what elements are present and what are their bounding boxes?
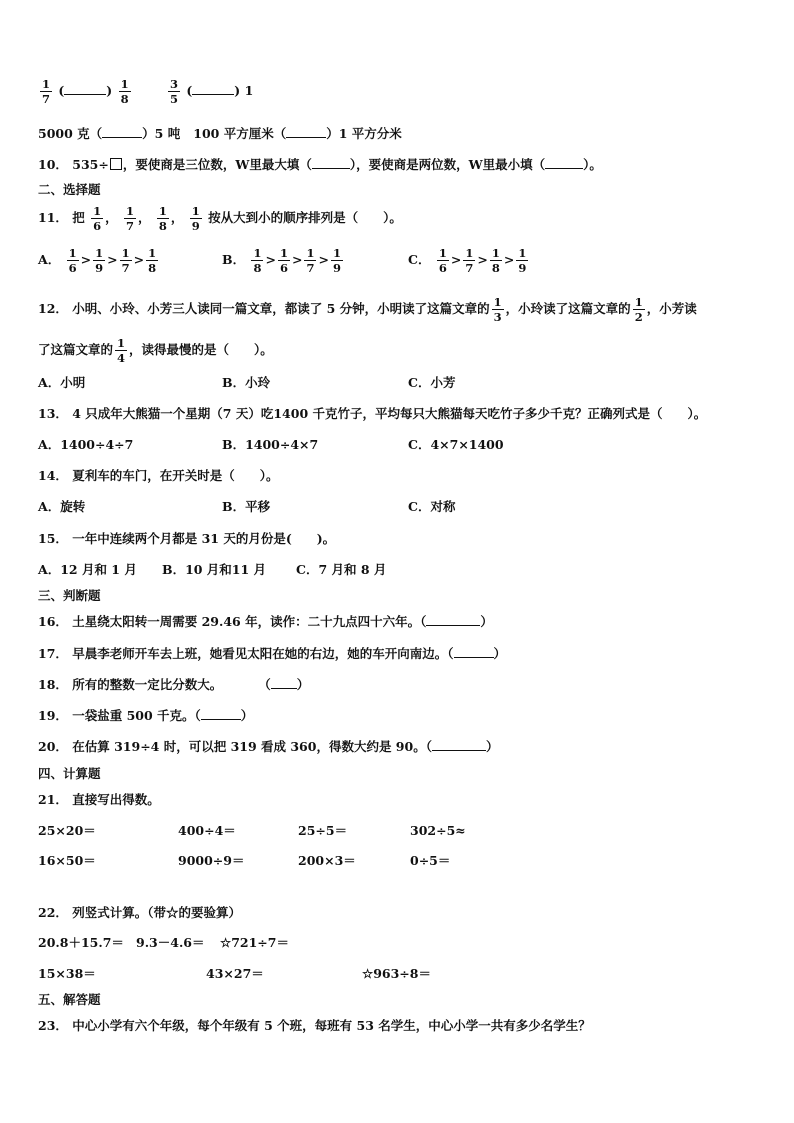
question-17: 17． 早晨李老师开车去上班，她看见太阳在她的右边，她的车开向南边。（ ） <box>38 646 507 661</box>
section-heading: 四、计算题 <box>38 766 101 781</box>
calc-item: 9.3－4.6＝ <box>136 935 205 950</box>
q12-option-b[interactable]: B．小玲 <box>222 375 271 390</box>
section-heading: 五、解答题 <box>38 992 101 1007</box>
section-heading: 二、选择题 <box>38 182 101 197</box>
q11-option-b[interactable]: B． $\frac{1}{8}$ > $\frac{1}{6}$ > $\frac{1}{7}$ > $\frac{1}{9}$ <box>222 246 341 275</box>
q13-option-c[interactable]: C．4×7×1400 <box>408 437 504 452</box>
answer-blank[interactable] <box>454 646 494 658</box>
question-22: 22． 列竖式计算。（带☆的要验算） <box>38 905 241 920</box>
answer-blank[interactable] <box>201 708 241 720</box>
answer-blank[interactable] <box>102 126 142 138</box>
answer-blank[interactable] <box>432 739 486 751</box>
question-14: 14． 夏利车的车门，在开关时是（ ）。 <box>38 468 279 483</box>
calc-item: ☆721÷7＝ <box>220 935 289 950</box>
q14-option-a[interactable]: A．旋转 <box>38 499 86 514</box>
empty-box-icon <box>110 158 122 170</box>
q12-option-a[interactable]: A．小明 <box>38 375 86 390</box>
calc-item: 43×27＝ <box>206 966 264 981</box>
q9-row1-b: $\frac{3}{5}$ ( ) 1 <box>170 77 254 106</box>
calc-item: 400÷4＝ <box>178 823 236 838</box>
q15-option-a[interactable]: A．12 月和 1 月 <box>38 562 137 577</box>
question-12-line2: 了这篇文章的 $\frac{1}{4}$ ，读得最慢的是（ ）。 <box>38 336 273 365</box>
q11-option-a[interactable]: A． $\frac{1}{6}$ > $\frac{1}{9}$ > $\frac{1}{7}$ > $\frac{1}{8}$ <box>38 246 157 275</box>
answer-blank[interactable] <box>271 677 297 689</box>
question-19: 19． 一袋盐重 500 千克。（ ） <box>38 708 254 723</box>
question-11: 11． 把 $\frac{1}{6}$ ， $\frac{1}{7}$ ， $\frac{1}{8}$ ， $\frac{1}{9}$ 按从大到小的顺序排列是（ ）。 <box>38 204 402 233</box>
calc-item: 200×3＝ <box>298 853 356 868</box>
question-10: 10． 535÷ ，要使商是三位数，W里最大填（ ），要使商是两位数，W里最小填（ ）。 <box>38 157 602 172</box>
answer-blank[interactable] <box>286 126 326 138</box>
answer-blank[interactable] <box>426 614 480 626</box>
q15-option-b[interactable]: B．10 月和11 月 <box>162 562 267 577</box>
calc-item: 9000÷9＝ <box>178 853 245 868</box>
q9-row2: 5000 克（ ）5 吨 100 平方厘米（ ）1 平方分米 <box>38 126 402 141</box>
q14-option-b[interactable]: B．平移 <box>222 499 271 514</box>
question-13: 13． 4 只成年大熊猫一个星期（7 天）吃1400 千克竹子，平均每只大熊猫每天吃竹子多少千克？正确列式是（ ）。 <box>38 406 707 421</box>
answer-blank[interactable] <box>64 83 106 95</box>
fraction: $\frac{3}{5}$ <box>170 77 179 106</box>
question-16: 16． 土星绕太阳转一周需要 29.46 年，读作：二十九点四十六年。（ ） <box>38 614 493 629</box>
question-15: 15． 一年中连续两个月都是 31 天的月份是( )。 <box>38 531 336 546</box>
q15-option-c[interactable]: C．7 月和 8 月 <box>296 562 387 577</box>
calc-item: 16×50＝ <box>38 853 96 868</box>
q12-option-c[interactable]: C．小芳 <box>408 375 456 390</box>
q9-row1: $\frac{1}{7}$ ( ) $\frac{1}{8}$ <box>42 77 129 106</box>
question-12: 12． 小明、小玲、小芳三人读同一篇文章，都读了 5 分钟，小明读了这篇文章的 $\frac{1}{3}$ ，小玲读了这篇文章的 $\frac{1}{2}$ ，小芳读 <box>38 295 697 324</box>
calc-item: 302÷5≈ <box>410 823 466 838</box>
calc-item: 25×20＝ <box>38 823 96 838</box>
q13-option-b[interactable]: B．1400÷4×7 <box>222 437 319 452</box>
q13-option-a[interactable]: A．1400÷4÷7 <box>38 437 134 452</box>
answer-blank[interactable] <box>192 83 234 95</box>
calc-item: ☆963÷8＝ <box>362 966 431 981</box>
answer-blank[interactable] <box>545 157 583 169</box>
calc-item: 20.8＋15.7＝ <box>38 935 124 950</box>
q14-option-c[interactable]: C．对称 <box>408 499 456 514</box>
section-heading: 三、判断题 <box>38 588 101 603</box>
calc-item: 25÷5＝ <box>298 823 348 838</box>
question-23: 23． 中心小学有六个年级，每个年级有 5 个班，每班有 53 名学生，中心小学一共有多少名学生？ <box>38 1018 591 1033</box>
q11-option-c[interactable]: C． $\frac{1}{6}$ > $\frac{1}{7}$ > $\frac{1}{8}$ > $\frac{1}{9}$ <box>408 246 527 275</box>
question-21: 21． 直接写出得数。 <box>38 792 160 807</box>
fraction: $\frac{1}{7}$ <box>42 77 51 106</box>
answer-blank[interactable] <box>312 157 350 169</box>
fraction: $\frac{1}{8}$ <box>120 77 129 106</box>
question-20: 20． 在估算 319÷4 时，可以把 319 看成 360，得数大约是 90。（ ） <box>38 739 499 754</box>
calc-item: 15×38＝ <box>38 966 96 981</box>
calc-item: 0÷5＝ <box>410 853 451 868</box>
question-18: 18． 所有的整数一定比分数大。 （ ） <box>38 677 310 692</box>
